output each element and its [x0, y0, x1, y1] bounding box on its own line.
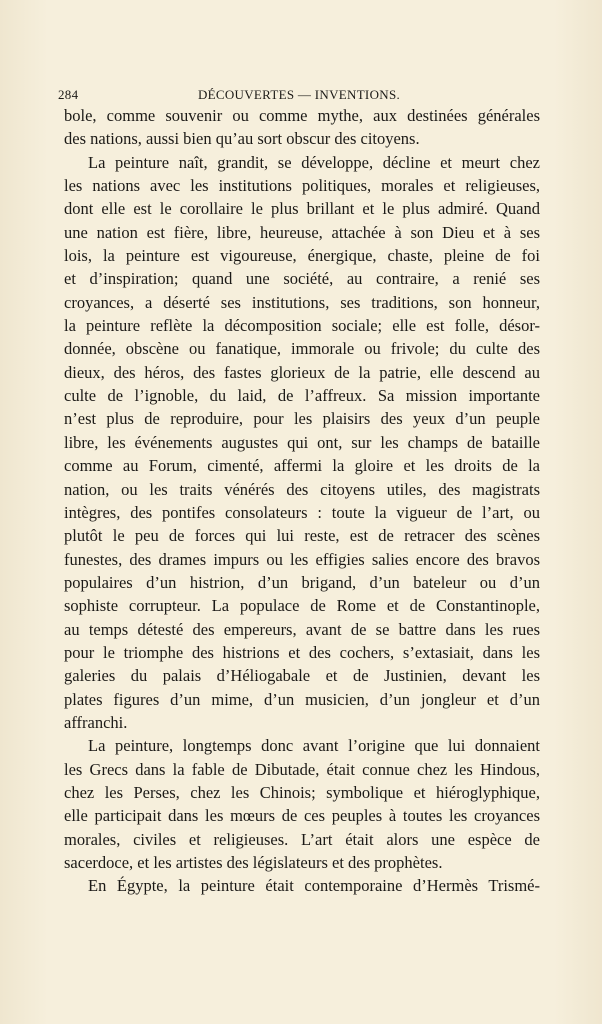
text-line: funestes, des drames impurs ou les effigies salies encore des bravos — [64, 549, 540, 569]
text-line: libre, les événements augustes qui ont, sur les champs de bataille — [64, 432, 540, 452]
text-line: dieux, des héros, des fastes glorieux de la patrie, elle descend au — [64, 362, 540, 382]
text-line: au temps détesté des empereurs, avant de se battre dans les rues — [64, 619, 540, 639]
text-line: des nations, aussi bien qu’au sort obscur des citoyens. — [64, 129, 420, 149]
paragraph-start-line: La peinture, longtemps donc avant l’origine que lui donnaient — [88, 736, 540, 756]
text-line: morales, civiles et religieuses. L’art était alors une espèce de — [64, 829, 540, 849]
text-line: une nation est fière, libre, heureuse, attachée à son Dieu et à ses — [64, 222, 540, 242]
body-text — [64, 104, 540, 898]
text-line: culte de l’ignoble, du laid, de l’affreux. Sa mission importante — [64, 386, 540, 406]
paragraph-start-line: En Égypte, la peinture était contemporaine d’Hermès Trismé- — [88, 876, 540, 896]
text-line: croyances, a déserté ses institutions, ses traditions, son honneur, — [64, 292, 540, 312]
page-number: 284 — [58, 87, 79, 102]
text-line: affranchi. — [64, 712, 128, 732]
text-line: les Grecs dans la fable de Dibutade, était connue chez les Hindous, — [64, 759, 540, 779]
text-line: elle participait dans les mœurs de ces peuples à toutes les croyances — [64, 806, 540, 826]
text-line: chez les Perses, chez les Chinois; symbolique et hiéroglyphique, — [64, 782, 540, 802]
text-line: bole, comme souvenir ou comme mythe, aux destinées générales — [64, 106, 540, 125]
text-line: donnée, obscène ou fanatique, immorale ou frivole; du culte des — [64, 339, 540, 359]
text-line: lois, la peinture est vigoureuse, énergique, chaste, pleine de foi — [64, 246, 540, 266]
page-header — [58, 82, 540, 104]
text-line: n’est plus de reproduire, pour les plaisirs des yeux d’un peuple — [64, 409, 540, 429]
text-line: populaires d’un histrion, d’un brigand, d’un bateleur ou d’un — [64, 572, 540, 592]
text-line: sophiste corrupteur. La populace de Rome et de Constantinople, — [64, 596, 540, 616]
text-line: intègres, des pontifes consolateurs : toute la vigueur de l’art, ou — [64, 502, 540, 522]
text-line: nation, ou les traits vénérés des citoyens utiles, des magistrats — [64, 479, 540, 499]
text-line: pour le triomphe des histrions et des cochers, s’extasiait, dans les — [64, 642, 540, 662]
text-line: comme au Forum, cimenté, affermi la gloire et les droits de la — [64, 456, 540, 476]
text-line: sacerdoce, et les artistes des législateurs et des prophètes. — [64, 853, 443, 872]
text-line: les nations avec les institutions politiques, morales et religieuses, — [64, 176, 540, 196]
text-line: la peinture reflète la décomposition sociale; elle est folle, désor- — [64, 316, 540, 336]
text-line: et d’inspiration; quand une société, au contraire, a renié ses — [64, 269, 540, 289]
running-head: DÉCOUVERTES — INVENTIONS. — [197, 87, 401, 102]
text-line: galeries du palais d’Héliogabale et de Justinien, devant les — [64, 666, 540, 686]
paragraph-start-line: La peinture naît, grandit, se développe, décline et meurt chez — [88, 152, 540, 172]
text-line: plutôt le peu de forces qui lui reste, est de retracer des scènes — [64, 526, 540, 546]
text-line: plates figures d’un mime, d’un musicien, d’un jongleur et d’un — [64, 689, 540, 709]
text-line: dont elle est le corollaire le plus brillant et le plus admiré. Quand — [64, 199, 540, 219]
